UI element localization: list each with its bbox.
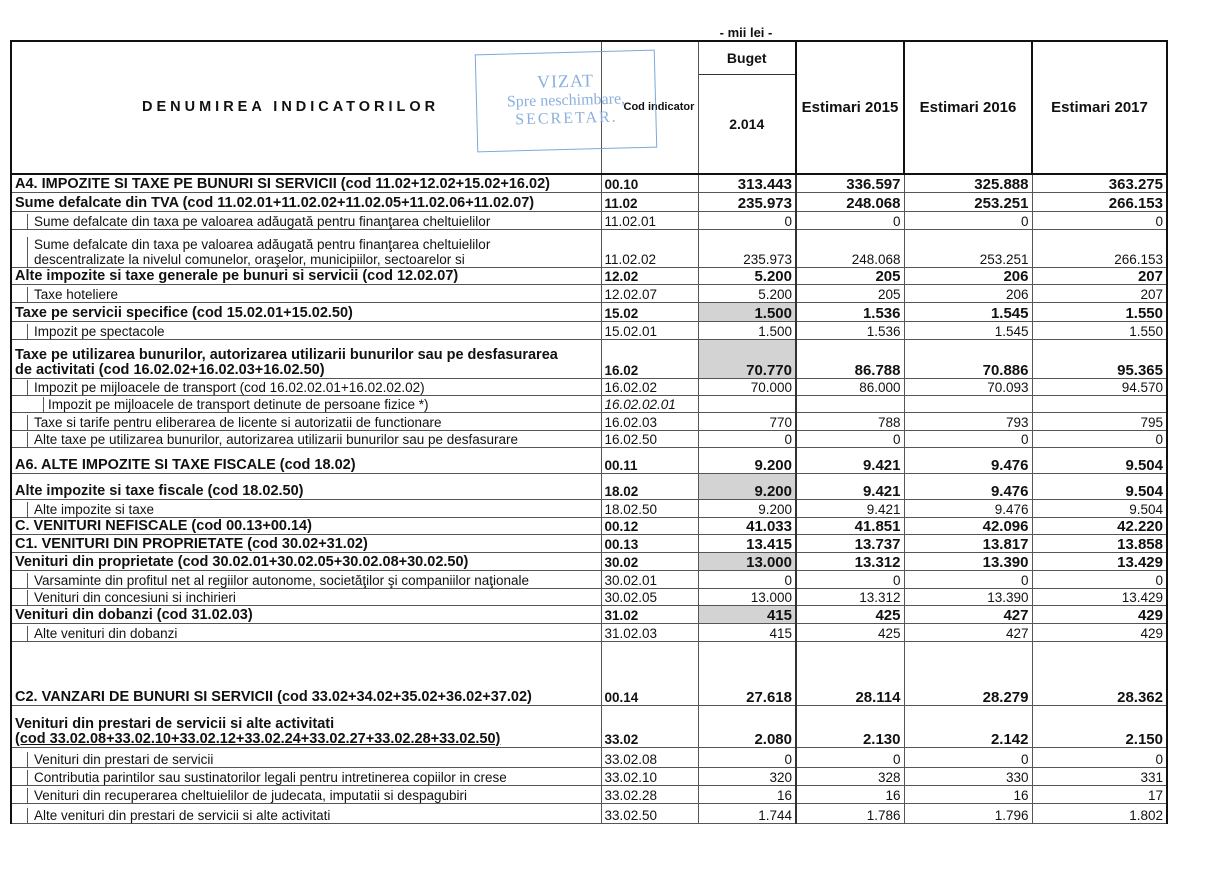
indent-marker — [27, 214, 490, 229]
row-cod-indicator: 12.02.07 — [601, 284, 698, 302]
description-text: A6. ALTE IMPOZITE SI TAXE FISCALE (cod 18.02) — [15, 456, 356, 473]
cell-buget-2014: 13.415 — [698, 534, 796, 552]
cell-buget-2014: 1.744 — [698, 803, 796, 823]
cell-estimari-2015: 248.068 — [796, 192, 904, 211]
cell-buget-2014: 320 — [698, 767, 796, 785]
table-row — [11, 534, 1167, 552]
cell-estimari-2017: 1.802 — [1032, 803, 1167, 823]
cell-estimari-2017: 266.153 — [1032, 229, 1167, 267]
row-description — [11, 395, 601, 412]
header-buget-year: 2.014 — [729, 116, 765, 132]
indent-marker — [27, 590, 236, 605]
cell-estimari-2015: 9.421 — [796, 499, 904, 517]
header-buget — [698, 41, 796, 174]
table-row — [11, 623, 1167, 641]
cell-buget-2014: 16 — [698, 785, 796, 803]
row-description — [11, 517, 601, 534]
cell-estimari-2016: 0 — [904, 747, 1032, 767]
cell-estimari-2017: 0 — [1032, 211, 1167, 229]
indent-marker — [27, 573, 529, 588]
cell-estimari-2017: 1.550 — [1032, 321, 1167, 339]
description-text: Sume defalcate din TVA (cod 11.02.01+11.02.02+11.02.05+11.02.06+11.02.07) — [15, 194, 535, 211]
description-text: Venituri din prestari de servicii — [34, 751, 214, 767]
cell-estimari-2015: 86.788 — [796, 339, 904, 378]
row-description — [11, 430, 601, 447]
row-cod-indicator: 33.02 — [601, 705, 698, 747]
description-text: C2. VANZARI DE BUNURI SI SERVICII (cod 33.02+34.02+35.02+36.02+37.02) — [15, 688, 532, 705]
description-text: (cod 33.02.08+33.02.10+33.02.12+33.02.24+33.02.27+33.02.28+33.02.50) — [15, 730, 501, 747]
cell-buget-2014: 1.500 — [698, 321, 796, 339]
cell-estimari-2017: 207 — [1032, 267, 1167, 284]
cell-buget-2014: 415 — [698, 623, 796, 641]
row-cod-indicator: 18.02 — [601, 473, 698, 499]
cell-estimari-2016: 28.279 — [904, 641, 1032, 705]
cell-estimari-2015: 0 — [796, 747, 904, 767]
row-description — [11, 641, 601, 705]
row-description — [11, 534, 601, 552]
row-description — [11, 339, 601, 378]
cell-buget-2014: 13.000 — [698, 552, 796, 570]
indent-marker — [27, 502, 154, 517]
row-description — [11, 229, 601, 267]
cell-estimari-2017: 94.570 — [1032, 378, 1167, 395]
indent-marker — [27, 324, 165, 339]
cell-estimari-2017: 0 — [1032, 570, 1167, 588]
header-estimari-2017: Estimari 2017 — [1032, 41, 1167, 174]
cell-estimari-2015: 0 — [796, 211, 904, 229]
description-text: Impozit pe mijloacele de transport (cod 16.02.02.01+16.02.02.02) — [34, 379, 425, 395]
cell-buget-2014: 0 — [698, 570, 796, 588]
row-cod-indicator: 15.02.01 — [601, 321, 698, 339]
description-text: Varsaminte din profitul net al regiilor autonome, societăţilor şi companiilor naţionale — [34, 572, 530, 588]
cell-estimari-2016: 0 — [904, 430, 1032, 447]
row-cod-indicator: 33.02.10 — [601, 767, 698, 785]
row-cod-indicator: 16.02.03 — [601, 412, 698, 430]
indent-marker — [27, 808, 330, 823]
cell-estimari-2015: 13.312 — [796, 552, 904, 570]
cell-estimari-2015 — [796, 395, 904, 412]
row-description — [11, 552, 601, 570]
header-cod-indicator: Cod indicator — [601, 41, 698, 174]
stamp-line-2: Spre neschimbare, — [506, 90, 626, 111]
cell-estimari-2015: 328 — [796, 767, 904, 785]
cell-estimari-2017: 42.220 — [1032, 517, 1167, 534]
cell-buget-2014: 41.033 — [698, 517, 796, 534]
cell-estimari-2016: 206 — [904, 284, 1032, 302]
cell-estimari-2017: 9.504 — [1032, 473, 1167, 499]
cell-estimari-2015: 2.130 — [796, 705, 904, 747]
cell-estimari-2016: 253.251 — [904, 192, 1032, 211]
cell-estimari-2017: 363.275 — [1032, 174, 1167, 192]
cell-buget-2014: 0 — [698, 430, 796, 447]
cell-estimari-2016: 13.390 — [904, 588, 1032, 605]
cell-estimari-2017: 13.429 — [1032, 552, 1167, 570]
row-description — [11, 302, 601, 321]
table-row — [11, 552, 1167, 570]
header-estimari-2016: Estimari 2016 — [904, 41, 1032, 174]
table-row — [11, 767, 1167, 785]
indent-marker — [27, 626, 177, 641]
table-row — [11, 321, 1167, 339]
row-cod-indicator: 31.02.03 — [601, 623, 698, 641]
cell-estimari-2015: 1.536 — [796, 321, 904, 339]
cell-buget-2014: 5.200 — [698, 267, 796, 284]
cell-estimari-2016: 42.096 — [904, 517, 1032, 534]
header-estimari-2015: Estimari 2015 — [796, 41, 904, 174]
description-text: Impozit pe mijloacele de transport detinute de persoane fizice *) — [48, 396, 429, 412]
cell-estimari-2016: 0 — [904, 570, 1032, 588]
cell-buget-2014: 235.973 — [698, 192, 796, 211]
description-text: Contributia parintilor sau sustinatorilor legali pentru intretinerea copiilor in crese — [34, 769, 507, 785]
table-row — [11, 284, 1167, 302]
row-description — [11, 623, 601, 641]
description-text: C. VENITURI NEFISCALE (cod 00.13+00.14) — [15, 517, 312, 534]
cell-estimari-2016: 70.886 — [904, 339, 1032, 378]
cell-estimari-2017: 0 — [1032, 430, 1167, 447]
description-text: Impozit pe spectacole — [34, 323, 165, 339]
table-row — [11, 705, 1167, 747]
cell-buget-2014: 415 — [698, 605, 796, 623]
header-buget-label: Buget — [699, 42, 796, 75]
cell-estimari-2015: 205 — [796, 284, 904, 302]
description-text: Taxe pe servicii specifice (cod 15.02.01+15.02.50) — [15, 304, 353, 321]
cell-estimari-2016: 325.888 — [904, 174, 1032, 192]
row-cod-indicator: 15.02 — [601, 302, 698, 321]
indent-marker — [27, 287, 118, 302]
description-text: Taxe si tarife pentru eliberarea de licente si autorizatii de functionare — [34, 414, 442, 430]
description-text: de activitati (cod 16.02.02+16.02.03+16.02.50) — [15, 361, 325, 378]
description-text: Alte impozite si taxe fiscale (cod 18.02.50) — [15, 482, 304, 499]
cell-estimari-2017: 331 — [1032, 767, 1167, 785]
description-text: Alte venituri din prestari de servicii si alte activitati — [34, 807, 331, 823]
description-text: A4. IMPOZITE SI TAXE PE BUNURI SI SERVICII (cod 11.02+12.02+15.02+16.02) — [15, 175, 550, 192]
description-multiline — [15, 348, 598, 378]
cell-estimari-2015: 248.068 — [796, 229, 904, 267]
row-cod-indicator: 31.02 — [601, 605, 698, 623]
table-row — [11, 192, 1167, 211]
cell-estimari-2017: 1.550 — [1032, 302, 1167, 321]
cell-estimari-2016: 13.390 — [904, 552, 1032, 570]
cell-buget-2014: 1.500 — [698, 302, 796, 321]
cell-estimari-2017: 795 — [1032, 412, 1167, 430]
description-text: Taxe pe utilizarea bunurilor, autorizarea utilizarii bunurilor sau pe desfasurarea — [15, 346, 558, 363]
cell-buget-2014: 235.973 — [698, 229, 796, 267]
row-cod-indicator: 12.02 — [601, 267, 698, 284]
table-row — [11, 499, 1167, 517]
description-multiline — [15, 717, 598, 747]
row-description — [11, 447, 601, 473]
row-description — [11, 803, 601, 823]
cell-estimari-2016: 1.545 — [904, 321, 1032, 339]
description-text: Venituri din proprietate (cod 30.02.01+30.02.05+30.02.08+30.02.50) — [15, 553, 469, 570]
description-text: Taxe hoteliere — [34, 286, 119, 302]
row-cod-indicator: 00.11 — [601, 447, 698, 473]
cell-estimari-2015: 0 — [796, 430, 904, 447]
cell-buget-2014: 70.770 — [698, 339, 796, 378]
stamp-line-3: SECRETAR. — [514, 108, 618, 129]
cell-estimari-2017: 2.150 — [1032, 705, 1167, 747]
table-row — [11, 785, 1167, 803]
row-cod-indicator: 00.13 — [601, 534, 698, 552]
description-multiline — [34, 237, 490, 267]
description-text: descentralizate la nivelul comunelor, oraşelor, municipiilor, sectoarelor si — [34, 251, 465, 267]
cell-estimari-2017: 13.858 — [1032, 534, 1167, 552]
row-cod-indicator: 16.02.02 — [601, 378, 698, 395]
table-row — [11, 395, 1167, 412]
cell-estimari-2017: 9.504 — [1032, 499, 1167, 517]
row-description — [11, 412, 601, 430]
cell-estimari-2017: 429 — [1032, 623, 1167, 641]
table-row — [11, 430, 1167, 447]
table-row — [11, 339, 1167, 378]
indent-marker — [27, 752, 213, 767]
row-cod-indicator: 16.02.50 — [601, 430, 698, 447]
table-row — [11, 803, 1167, 823]
cell-estimari-2015: 28.114 — [796, 641, 904, 705]
cell-estimari-2015: 13.312 — [796, 588, 904, 605]
table-row — [11, 174, 1167, 192]
cell-estimari-2017 — [1032, 395, 1167, 412]
row-cod-indicator: 33.02.28 — [601, 785, 698, 803]
description-text: Alte venituri din dobanzi — [34, 625, 178, 641]
cell-estimari-2016: 427 — [904, 623, 1032, 641]
cell-buget-2014: 5.200 — [698, 284, 796, 302]
cell-estimari-2016: 70.093 — [904, 378, 1032, 395]
cell-estimari-2015: 9.421 — [796, 473, 904, 499]
cell-buget-2014: 9.200 — [698, 447, 796, 473]
cell-estimari-2016: 9.476 — [904, 499, 1032, 517]
cell-estimari-2017: 17 — [1032, 785, 1167, 803]
description-text: Alte impozite si taxe — [34, 501, 155, 517]
row-cod-indicator: 30.02.01 — [601, 570, 698, 588]
row-description — [11, 570, 601, 588]
cell-estimari-2016: 427 — [904, 605, 1032, 623]
header-denumire: DENUMIREA INDICATORILOR — [11, 41, 601, 174]
cell-estimari-2015: 9.421 — [796, 447, 904, 473]
row-description — [11, 473, 601, 499]
cell-buget-2014: 9.200 — [698, 473, 796, 499]
table-row — [11, 302, 1167, 321]
row-description — [11, 174, 601, 192]
cell-estimari-2015: 1.786 — [796, 803, 904, 823]
cell-buget-2014: 2.080 — [698, 705, 796, 747]
cell-estimari-2016: 330 — [904, 767, 1032, 785]
table-row — [11, 473, 1167, 499]
indent-marker — [27, 788, 467, 803]
cell-estimari-2017: 0 — [1032, 747, 1167, 767]
cell-buget-2014: 770 — [698, 412, 796, 430]
row-cod-indicator: 00.12 — [601, 517, 698, 534]
cell-estimari-2016: 1.545 — [904, 302, 1032, 321]
row-description — [11, 705, 601, 747]
table-row — [11, 517, 1167, 534]
indent-marker — [27, 237, 490, 267]
description-text: Venituri din recuperarea cheltuielilor de judecata, imputatii si despagubiri — [34, 787, 468, 803]
budget-table — [10, 40, 1168, 824]
table-row — [11, 605, 1167, 623]
row-description — [11, 605, 601, 623]
cell-estimari-2017: 95.365 — [1032, 339, 1167, 378]
row-cod-indicator: 00.14 — [601, 641, 698, 705]
cell-buget-2014: 13.000 — [698, 588, 796, 605]
cell-buget-2014 — [698, 395, 796, 412]
cell-estimari-2015: 86.000 — [796, 378, 904, 395]
cell-estimari-2017: 207 — [1032, 284, 1167, 302]
cell-estimari-2015: 336.597 — [796, 174, 904, 192]
row-description — [11, 321, 601, 339]
cell-estimari-2015: 425 — [796, 605, 904, 623]
cell-estimari-2015: 788 — [796, 412, 904, 430]
row-cod-indicator: 18.02.50 — [601, 499, 698, 517]
stamp-line-1: VIZAT — [536, 70, 595, 92]
indent-marker — [27, 380, 425, 395]
table-row — [11, 211, 1167, 229]
row-cod-indicator: 11.02.02 — [601, 229, 698, 267]
cell-estimari-2016: 206 — [904, 267, 1032, 284]
cell-estimari-2016: 9.476 — [904, 473, 1032, 499]
row-cod-indicator: 00.10 — [601, 174, 698, 192]
table-row — [11, 378, 1167, 395]
cell-estimari-2016: 793 — [904, 412, 1032, 430]
cell-buget-2014: 9.200 — [698, 499, 796, 517]
row-description — [11, 284, 601, 302]
row-cod-indicator: 16.02.02.01 — [601, 395, 698, 412]
row-cod-indicator: 30.02.05 — [601, 588, 698, 605]
description-text: Venituri din dobanzi (cod 31.02.03) — [15, 606, 253, 623]
cell-estimari-2016: 253.251 — [904, 229, 1032, 267]
indent-marker — [43, 397, 428, 412]
table-row — [11, 641, 1167, 705]
row-description — [11, 378, 601, 395]
row-description — [11, 588, 601, 605]
cell-estimari-2015: 205 — [796, 267, 904, 284]
indent-marker — [27, 415, 441, 430]
description-text: C1. VENITURI DIN PROPRIETATE (cod 30.02+31.02) — [15, 535, 368, 552]
unit-label: - mii lei - — [719, 25, 773, 40]
cell-estimari-2015: 425 — [796, 623, 904, 641]
description-text: Venituri din prestari de servicii si alte activitati — [15, 715, 335, 732]
cell-buget-2014: 313.443 — [698, 174, 796, 192]
cell-estimari-2017: 28.362 — [1032, 641, 1167, 705]
row-description — [11, 267, 601, 284]
table-row — [11, 267, 1167, 284]
vizat-stamp — [475, 50, 658, 153]
cell-estimari-2015: 41.851 — [796, 517, 904, 534]
table-body — [11, 174, 1167, 823]
cell-estimari-2016: 0 — [904, 211, 1032, 229]
cell-estimari-2016: 13.817 — [904, 534, 1032, 552]
cell-estimari-2017: 266.153 — [1032, 192, 1167, 211]
cell-estimari-2016: 1.796 — [904, 803, 1032, 823]
indent-marker — [27, 432, 518, 447]
cell-buget-2014: 0 — [698, 747, 796, 767]
description-text: Sume defalcate din taxa pe valoarea adăugată pentru finanţarea cheltuielilor — [34, 213, 491, 229]
table-row — [11, 747, 1167, 767]
cell-buget-2014: 0 — [698, 211, 796, 229]
row-description — [11, 192, 601, 211]
row-cod-indicator: 11.02 — [601, 192, 698, 211]
cell-estimari-2015: 1.536 — [796, 302, 904, 321]
table-row — [11, 447, 1167, 473]
row-cod-indicator: 11.02.01 — [601, 211, 698, 229]
row-cod-indicator: 30.02 — [601, 552, 698, 570]
cell-buget-2014: 70.000 — [698, 378, 796, 395]
cell-estimari-2016: 9.476 — [904, 447, 1032, 473]
cell-estimari-2015: 13.737 — [796, 534, 904, 552]
description-text: Alte impozite si taxe generale pe bunuri si servicii (cod 12.02.07) — [15, 267, 459, 284]
row-cod-indicator: 33.02.50 — [601, 803, 698, 823]
indent-marker — [27, 770, 507, 785]
table-row — [11, 588, 1167, 605]
row-description — [11, 211, 601, 229]
cell-estimari-2016: 16 — [904, 785, 1032, 803]
cell-estimari-2016 — [904, 395, 1032, 412]
table-row — [11, 229, 1167, 267]
cell-buget-2014: 27.618 — [698, 641, 796, 705]
cell-estimari-2016: 2.142 — [904, 705, 1032, 747]
description-text: Sume defalcate din taxa pe valoarea adăugată pentru finanţarea cheltuielilor — [34, 236, 491, 252]
description-text: Alte taxe pe utilizarea bunurilor, autorizarea utilizarii bunurilor sau pe desfasurare — [34, 431, 519, 447]
table-row — [11, 570, 1167, 588]
description-text: Venituri din concesiuni si inchirieri — [34, 589, 236, 605]
cell-estimari-2015: 0 — [796, 570, 904, 588]
row-description — [11, 747, 601, 767]
row-cod-indicator: 33.02.08 — [601, 747, 698, 767]
cell-estimari-2017: 9.504 — [1032, 447, 1167, 473]
cell-estimari-2017: 13.429 — [1032, 588, 1167, 605]
row-description — [11, 499, 601, 517]
table-row — [11, 412, 1167, 430]
cell-estimari-2017: 429 — [1032, 605, 1167, 623]
row-description — [11, 767, 601, 785]
row-cod-indicator: 16.02 — [601, 339, 698, 378]
cell-estimari-2015: 16 — [796, 785, 904, 803]
row-description — [11, 785, 601, 803]
